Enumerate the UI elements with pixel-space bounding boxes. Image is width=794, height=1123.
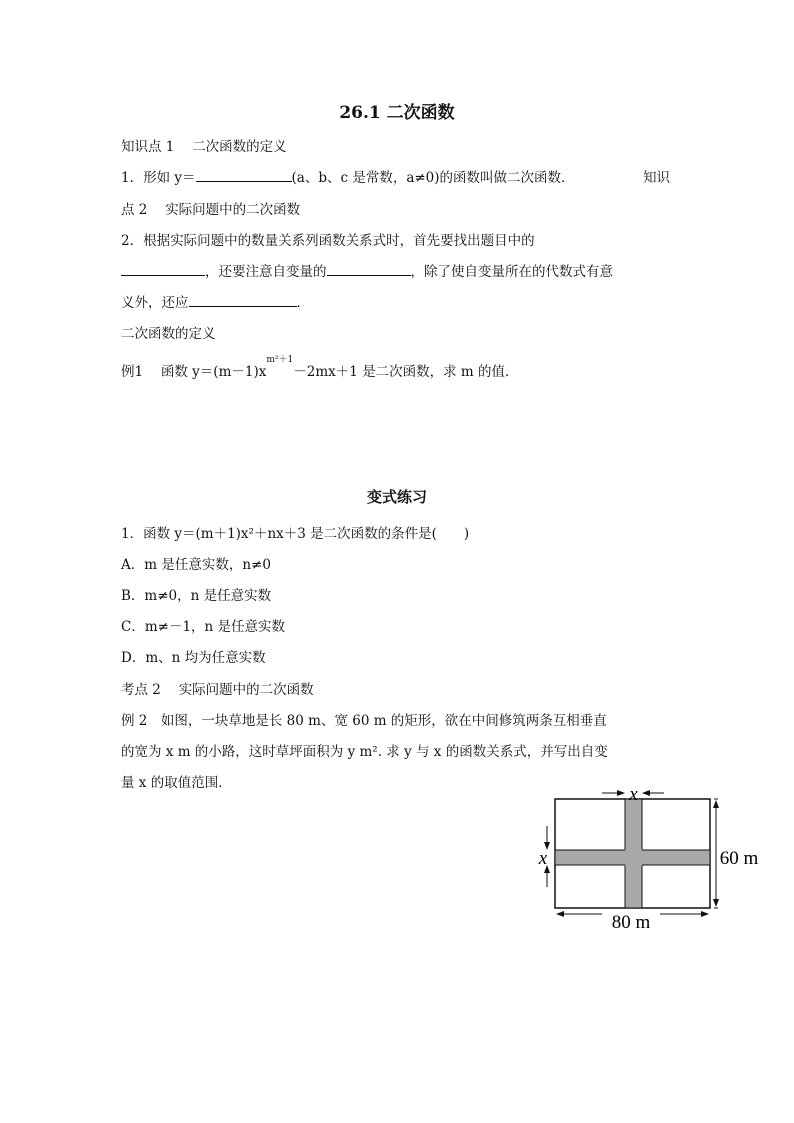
height-label: 60 m: [719, 848, 759, 869]
field-figure: [530, 780, 780, 932]
q2-blank-3[interactable]: [189, 293, 297, 307]
page-title: 26.1 二次函数: [339, 103, 455, 123]
ex1-label: 例1: [121, 364, 144, 380]
ex1-text-b: －2mx＋1 是二次函数，求 m 的值．: [293, 364, 519, 380]
q2-mid-2: ，除了使自变量所在的代数式有意: [410, 264, 613, 280]
kp1-label: 知识点 1: [121, 139, 175, 155]
q1-prefix: 形如 y＝: [143, 170, 196, 186]
question-2-line-1: 2．根据实际问题中的数量关系列函数关系式时，首先要找出题目中的: [121, 233, 535, 249]
horizontal-path: [555, 850, 710, 865]
left-x-label: x: [538, 848, 548, 869]
example-2-line-2: 的宽为 x m 的小路，这时草坪面积为 y m². 求 y 与 x 的函数关系式，并写出自变: [121, 744, 608, 760]
knowledge-point-2: [121, 198, 300, 218]
practice-title: 变式练习: [366, 488, 427, 506]
practice-1-option-a: A．m 是任意实数，n≠0: [121, 557, 271, 573]
example-2-line-3: 量 x 的取值范围．: [121, 775, 232, 791]
q2-blank-2[interactable]: [327, 262, 411, 276]
exam-point-2: [121, 678, 314, 698]
kp2-tail: 点 2: [121, 202, 148, 218]
q2-blank-1[interactable]: [121, 262, 205, 276]
knowledge-point-1: [121, 135, 287, 155]
q2-line3b: ．: [296, 295, 310, 311]
question-2-line-3: [121, 291, 310, 311]
q1-suffix: (a、b、c 是常数，a≠0)的函数叫做二次函数．: [291, 170, 575, 186]
q2-mid-1: ，还要注意自变量的: [205, 264, 327, 280]
section-definition: 二次函数的定义: [121, 326, 216, 342]
height-dimension: [713, 799, 719, 908]
width-label: 80 m: [611, 912, 651, 932]
practice-1-option-b: B．m≠0，n 是任意实数: [121, 588, 272, 604]
ex1-text-a: 函数 y＝(m－1)x: [160, 364, 267, 380]
example-1: [121, 354, 519, 380]
example-2-line-1: 例 2 如图，一块草地是长 80 m、宽 60 m 的矩形，欲在中间修筑两条互相垂直: [121, 713, 607, 729]
practice-1-option-d: D．m、n 均为任意实数: [121, 650, 266, 666]
question-1: [121, 166, 670, 186]
q1-num: 1．: [121, 170, 144, 186]
kp2-head: 知识: [643, 170, 670, 186]
practice-1-option-c: C．m≠－1，n 是任意实数: [121, 619, 286, 635]
top-x-label: x: [629, 784, 638, 805]
kd2-text: 实际问题中的二次函数: [178, 682, 314, 698]
kd2-label: 考点 2: [121, 682, 161, 698]
ex1-exponent: m²＋1: [266, 354, 294, 365]
kp1-text: 二次函数的定义: [192, 139, 287, 155]
question-2-line-2: [121, 260, 613, 280]
kp2-text: 实际问题中的二次函数: [165, 202, 301, 218]
q2-line3a: 义外，还应: [121, 295, 189, 311]
q1-blank[interactable]: [196, 168, 292, 182]
practice-1-stem: 1．函数 y＝(m＋1)x²＋nx＋3 是二次函数的条件是( ): [121, 526, 470, 542]
